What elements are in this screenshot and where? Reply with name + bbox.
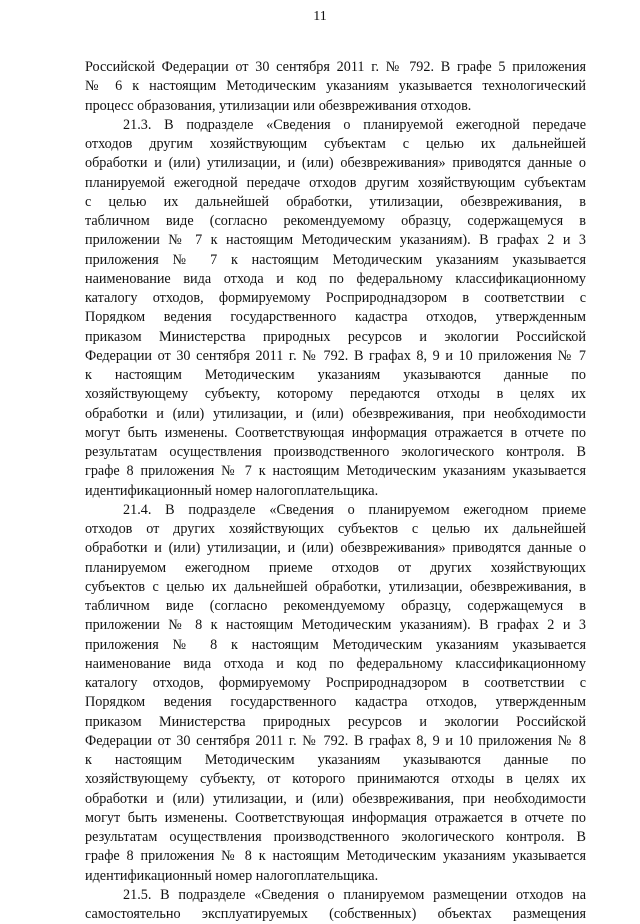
text-line: идентификационный номер налогоплательщика. xyxy=(85,867,379,884)
text-line: каталогу отходов, формируемому Росприроднадзором в соответствии с xyxy=(85,675,586,691)
text-line: Федерации от 30 сентября 2011 г. № 792. В графах 8, 9 и 10 приложения № 7 xyxy=(85,347,586,364)
text-line: обработки и (или) утилизации, и (или) обезвреживания, при необходимости xyxy=(85,405,586,422)
text-line: самостоятельно эксплуатируемых (собственных) объектах размещения xyxy=(85,906,586,922)
paragraph-continuation xyxy=(85,58,586,116)
paragraph-21-4 xyxy=(85,501,586,886)
text-line: обработки и (или) утилизации, и (или) обезвреживания» приводятся данные о xyxy=(85,155,586,172)
text-line: приложении № 7 к настоящим Методическим указаниям). В графах 2 и 3 xyxy=(85,232,586,249)
text-line: обработки и (или) утилизации, и (или) обезвреживания» приводятся данные о xyxy=(85,540,586,557)
text-line: приказом Министерства природных ресурсов и экологии Российской xyxy=(85,328,586,345)
text-line: каталогу отходов, формируемому Росприроднадзором в соответствии с xyxy=(85,290,586,306)
paragraph-21-3 xyxy=(85,116,586,501)
text-line: процесс образования, утилизации или обезвреживания отходов. xyxy=(85,97,472,114)
text-line: планируемом ежегодном приеме отходов от других хозяйствующих xyxy=(85,559,586,576)
text-line: результатам осуществления производственного экологического контроля. В xyxy=(85,829,586,845)
text-line: результатам осуществления производственного экологического контроля. В xyxy=(85,444,586,460)
text-line: Порядком ведения государственного кадастра отходов, утвержденным xyxy=(85,694,586,711)
text-line: к настоящим Методическим указаниям указываются данные по xyxy=(85,367,586,383)
text-line: приложении № 8 к настоящим Методическим указаниям). В графах 2 и 3 xyxy=(85,617,586,634)
page-number: 11 xyxy=(313,9,327,24)
text-line: табличном виде (согласно рекомендуемому образцу, содержащемуся в xyxy=(85,213,586,229)
document-body xyxy=(85,58,586,924)
text-line: Порядком ведения государственного кадастра отходов, утвержденным xyxy=(85,309,586,326)
text-line: Федерации от 30 сентября 2011 г. № 792. В графах 8, 9 и 10 приложения № 8 xyxy=(85,732,586,749)
text-line: графе 8 приложения № 8 к настоящим Методическим указаниям указывается xyxy=(85,848,586,865)
text-line: могут быть изменены. Соответствующая информация отражается в отчете по xyxy=(85,809,586,826)
text-line: графе 8 приложения № 7 к настоящим Методическим указаниям указывается xyxy=(85,463,586,480)
text-line: отходов другим хозяйствующим субъектам с целью их дальнейшей xyxy=(85,136,586,152)
text-line: хозяйствующему субъекту, которому передаются отходы в целях их xyxy=(85,386,586,403)
text-line: 21.4. В подразделе «Сведения о планируемом ежегодном приеме xyxy=(123,501,586,518)
text-line: № 6 к настоящим Методическим указаниям указывается технологический xyxy=(85,78,586,95)
text-line: обработки и (или) утилизации, и (или) обезвреживания, при необходимости xyxy=(85,790,586,807)
text-line: отходов от других хозяйствующих субъектов с целью их дальнейшей xyxy=(85,521,586,537)
text-line: с целью их дальнейшей обработки, утилизации, обезвреживания, в xyxy=(85,193,586,210)
text-line: наименование вида отхода и код по федеральному классификационному xyxy=(85,655,586,672)
text-line: субъектов с целью их дальнейшей обработки, утилизации, обезвреживания, в xyxy=(85,578,586,595)
text-line: наименование вида отхода и код по федеральному классификационному xyxy=(85,270,586,287)
text-line: приказом Министерства природных ресурсов и экологии Российской xyxy=(85,713,586,730)
text-line: планируемой ежегодной передаче отходов другим хозяйствующим субъектам xyxy=(85,174,586,191)
text-line: табличном виде (согласно рекомендуемому образцу, содержащемуся в xyxy=(85,598,586,614)
text-line: приложения № 8 к настоящим Методическим указаниям указывается xyxy=(85,636,586,653)
text-line: приложения № 7 к настоящим Методическим указаниям указывается xyxy=(85,251,586,268)
text-line: к настоящим Методическим указаниям указываются данные по xyxy=(85,752,586,768)
text-line: хозяйствующему субъекту, от которого принимаются отходы в целях их xyxy=(85,771,586,788)
text-line: Российской Федерации от 30 сентября 2011 г. № 792. В графе 5 приложения xyxy=(85,59,586,75)
text-line: 21.5. В подразделе «Сведения о планируемом размещении отходов на xyxy=(123,886,586,903)
text-line: 21.3. В подразделе «Сведения о планируемой ежегодной передаче xyxy=(123,116,586,133)
text-line: идентификационный номер налогоплательщика. xyxy=(85,482,379,499)
text-line: могут быть изменены. Соответствующая информация отражается в отчете по xyxy=(85,424,586,441)
